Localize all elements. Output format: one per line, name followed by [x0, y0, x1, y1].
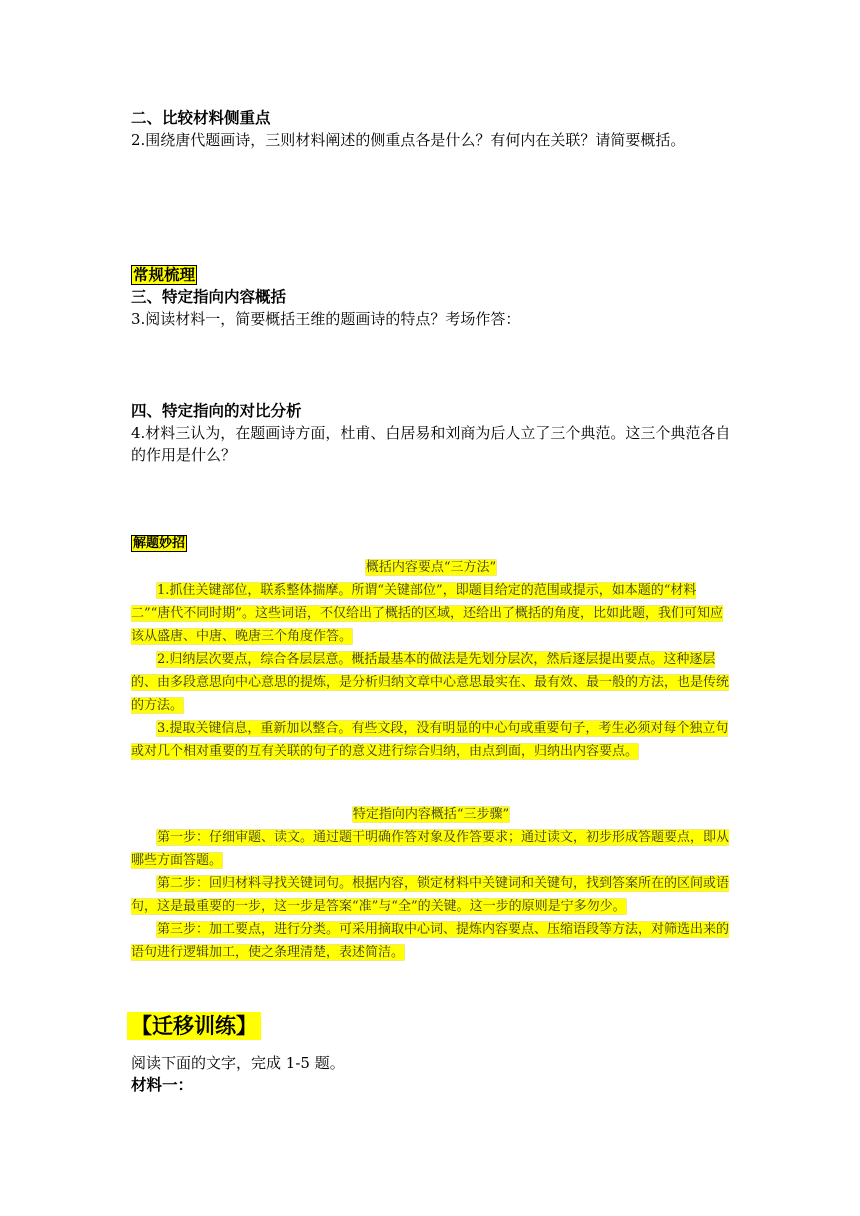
method-item-3: 3.提取关键信息，重新加以整合。有些文段，没有明显的中心句或重要句子，考生必须对每个独立句或对几个相对重要的互有关联的句子的意义进行综合归纳，由点到面，归纳出内容要点。: [131, 721, 729, 759]
step-item-1: 第一步：仔细审题、读文。通过题干明确作答对象及作答要求；通过读文，初步形成答题要点，即从哪些方面答题。: [131, 830, 730, 868]
steps-title: 特定指向内容概括“三步骤”: [352, 807, 510, 822]
method-item-1: 1.抓住关键部位，联系整体揣摩。所谓“关键部位”，即题目给定的范围或提示，如本题的“材料二”“唐代不同时期”。这些词语，不仅给出了概括的区域，还给出了概括的角度，比如此题，我们可知应该从盛唐、中唐、晚唐三个角度作答。: [131, 583, 723, 644]
question-4: 4.材料三认为，在题画诗方面，杜甫、白居易和刘商为后人立了三个典范。这三个典范各自的作用是什么？: [131, 424, 731, 464]
methods-block: [131, 556, 731, 763]
method-item-2: 2.归纳层次要点，综合各层层意。概括最基本的做法是先划分层次，然后逐层提出要点。这种逐层的、由多段意思向中心意思的提炼，是分析归纳文章中心意思最实在、最有效、最一般的方法，也是传统的方法。: [131, 652, 730, 713]
section-heading-4: 四、特定指向的对比分析: [131, 402, 302, 420]
question-2: 2.围绕唐代题画诗，三则材料阐述的侧重点各是什么？有何内在关联？请简要概括。: [131, 131, 686, 149]
tips-label: 解题妙招: [133, 536, 186, 551]
training-instruction: 阅读下面的文字，完成 1-5 题。: [131, 1054, 345, 1072]
section-heading-3: 三、特定指向内容概括: [131, 288, 287, 306]
steps-block: [131, 803, 731, 964]
step-item-2: 第二步：回归材料寻找关键词句。根据内容，锁定材料中关键词和关键句，找到答案所在的区间或语句，这是最重要的一步，这一步是答案“准”与“全”的关键。这一步的原则是宁多勿少。: [131, 876, 730, 914]
material-label: 材料一：: [131, 1076, 194, 1094]
question-3: 3.阅读材料一，简要概括王维的题画诗的特点？考场作答：: [131, 310, 521, 328]
routine-label: 常规梳理: [133, 266, 196, 284]
methods-title: 概括内容要点“三方法”: [365, 560, 497, 575]
training-label: 【迁移训练】: [127, 1009, 261, 1043]
step-item-3: 第三步：加工要点，进行分类。可采用摘取中心词、提炼内容要点、压缩语段等方法，对筛选出来的语句进行逻辑加工，使之条理清楚，表述简洁。: [131, 922, 730, 960]
section-heading-2: 二、比较材料侧重点: [131, 109, 271, 127]
